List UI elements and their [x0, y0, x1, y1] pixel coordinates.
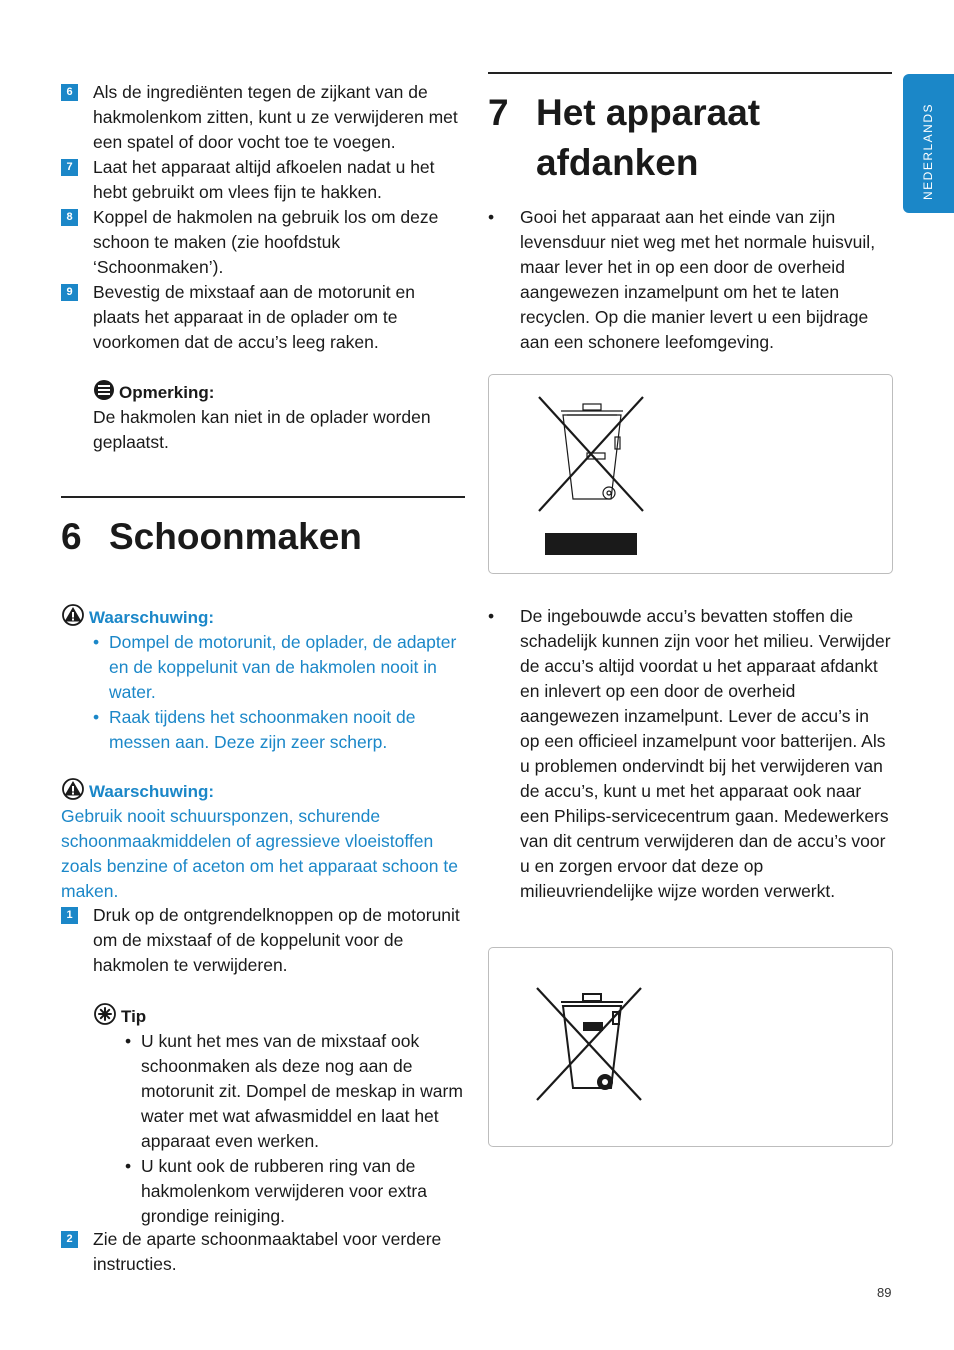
tip-icon	[93, 1003, 117, 1025]
step-number: 6	[61, 84, 78, 101]
list-item: • Raak tijdens het schoonmaken nooit de messen aan. Deze zijn zeer scherp.	[93, 705, 465, 755]
step-text: Bevestig de mixstaaf aan de motorunit en plaats het apparaat in de oplader om te voorkomen dat de accu’s leeg raken.	[93, 282, 415, 352]
bullet-icon: •	[488, 606, 495, 626]
step-1	[61, 903, 461, 978]
step-text: Als de ingrediënten tegen de zijkant van de hakmolenkom zitten, kunt u ze verwijderen met een spatel of door vocht toe te voegen.	[93, 82, 458, 152]
bullet-text: Gooi het apparaat aan het einde van zijn levensduur niet weg met het normale huisvuil, maar lever het in op een door de overheid aangewezen inzamelpunt om het te laten recyclen. Op die manier levert u een bijdrage aan een schonere leefomgeving.	[520, 207, 876, 352]
bullet-icon: •	[488, 207, 495, 227]
list-item: • U kunt het mes van de mixstaaf ook schoonmaken als deze nog aan de motorunit zit. Dompel de meskap in warm water met wat afwasmiddel en laat het apparaat even werken.	[125, 1029, 465, 1154]
step-number: 2	[61, 1231, 78, 1248]
section-title: Het apparaat afdanken	[536, 92, 761, 183]
step-text: Laat het apparaat altijd afkoelen nadat u het hebt gebruikt om vlees fijn te hakken.	[93, 157, 435, 202]
step-text: Druk op de ontgrendelknoppen op de motorunit om de mixstaaf of de koppelunit voor de hakmolen te verwijderen.	[93, 905, 460, 975]
step-8	[61, 205, 461, 280]
step-number: 1	[61, 907, 78, 924]
step-number: 9	[61, 284, 78, 301]
warning-label: Waarschuwing:	[89, 608, 214, 627]
list-item: • U kunt ook de rubberen ring van de hakmolenkom verwijderen voor extra grondige reiniging.	[125, 1154, 465, 1229]
weee-symbol-box-1	[488, 374, 893, 574]
section-rule	[488, 72, 892, 74]
section-number: 7	[488, 92, 509, 133]
step-number: 8	[61, 209, 78, 226]
warning-block-2	[61, 778, 465, 904]
tip-list	[125, 1029, 465, 1229]
note-text: De hakmolen kan niet in de oplader worden geplaatst.	[93, 407, 431, 452]
section-title: Schoonmaken	[109, 516, 362, 557]
disposal-bullet-2	[488, 604, 892, 904]
section-6-heading	[61, 512, 465, 562]
warning-icon	[61, 778, 85, 800]
warning-list	[93, 630, 465, 755]
weee-symbol-box-2	[488, 947, 893, 1147]
tip-label: Tip	[121, 1007, 147, 1026]
step-text: Koppel de hakmolen na gebruik los om deze schoon te maken (zie hoofdstuk ‘Schoonmaken’).	[93, 207, 439, 277]
tip-block	[93, 1003, 465, 1229]
note-icon	[93, 379, 115, 401]
warning-text: Gebruik nooit schuursponzen, schurende schoonmaakmiddelen of agressieve vloeistoffen zoals benzine of aceton om het apparaat schoon te maken.	[61, 806, 458, 901]
note-block	[93, 379, 465, 455]
list-item: • Dompel de motorunit, de oplader, de adapter en de koppelunit van de hakmolen nooit in water.	[93, 630, 465, 705]
step-number: 7	[61, 159, 78, 176]
page-number: 89	[877, 1285, 892, 1300]
step-text: Zie de aparte schoonmaaktabel voor verdere instructies.	[93, 1229, 442, 1274]
step-7	[61, 155, 461, 205]
crossed-bin-icon	[537, 395, 647, 560]
bullet-text: De ingebouwde accu’s bevatten stoffen die schadelijk kunnen zijn voor het milieu. Verwijder de accu’s altijd voordat u het apparaat afdankt en inlevert op een door de overheid aangewezen inzamelpunt. Lever de accu’s in op een officieel inzamelpunt voor batterijen. Als u problemen ondervindt bij het verwijderen van de accu’s, kunt u met het apparaat ook naar een Philips-servicecentrum gaan. Medewerkers van dit centrum verwijderen dan de accu’s voor u en zorgen ervoor dat deze op milieuvriendelijke wijze worden verwerkt.	[520, 606, 891, 901]
warning-label: Waarschuwing:	[89, 782, 214, 801]
section-rule	[61, 496, 465, 498]
disposal-bullet-1	[488, 205, 892, 355]
step-2	[61, 1227, 461, 1277]
warning-icon	[61, 604, 85, 626]
language-tab-label: NEDERLANDS	[921, 102, 935, 200]
language-tab	[903, 74, 954, 213]
note-label: Opmerking:	[119, 383, 215, 402]
crossed-bin-battery-icon	[535, 986, 647, 1108]
warning-block-1	[61, 604, 465, 755]
step-6	[61, 80, 461, 155]
section-7-heading	[488, 88, 892, 188]
step-9	[61, 280, 461, 355]
section-number: 6	[61, 516, 82, 557]
